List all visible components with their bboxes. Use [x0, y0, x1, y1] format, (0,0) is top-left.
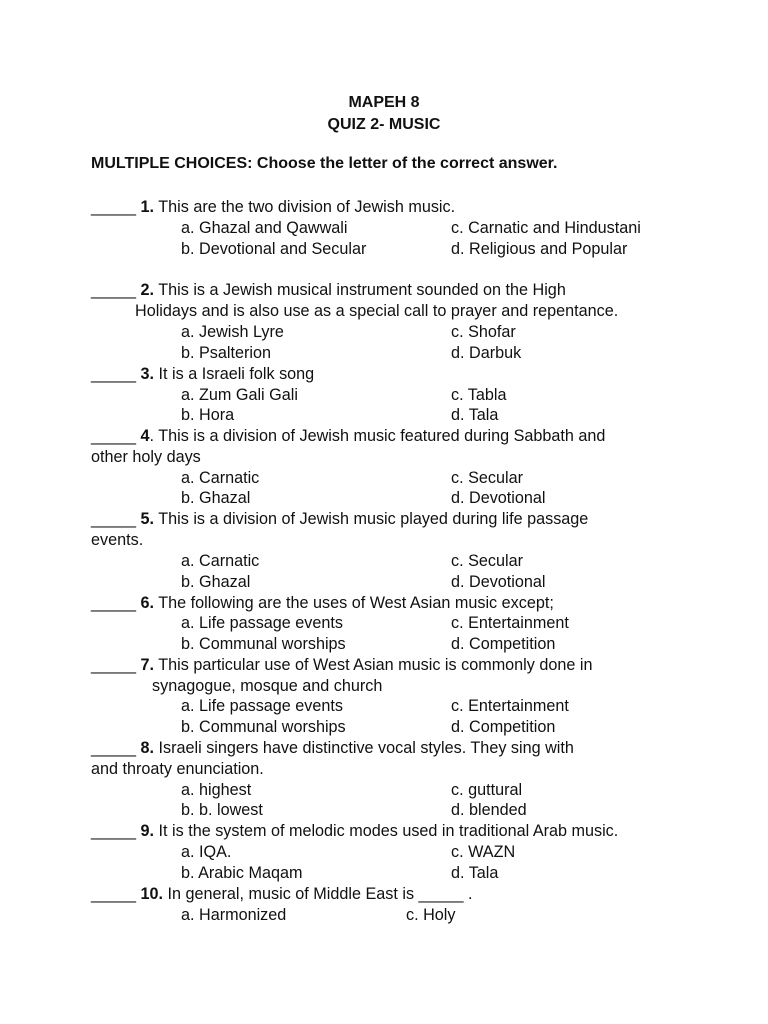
option-d: d. Devotional — [451, 489, 546, 507]
answer-blank: _____ — [91, 281, 137, 299]
option-a: a. Ghazal and Qawwali — [181, 219, 348, 237]
question-3 — [91, 364, 314, 384]
question-text: This is a division of Jewish music played during life passage — [154, 510, 589, 528]
option-c: c. Tabla — [451, 386, 507, 404]
option-a: a. Life passage events — [181, 614, 343, 632]
option-c: c. Shofar — [451, 323, 516, 341]
question-text: This is a Jewish musical instrument sounded on the High — [154, 281, 566, 299]
question-text: This are the two division of Jewish music. — [154, 198, 456, 216]
option-c: c. Carnatic and Hindustani — [451, 219, 641, 237]
option-b: b. Devotional and Secular — [181, 240, 367, 258]
answer-blank: _____ — [91, 822, 137, 840]
question-text: . This is a division of Jewish music featured during Sabbath and — [149, 427, 606, 445]
option-a: a. Jewish Lyre — [181, 323, 284, 341]
question-8 — [91, 738, 574, 758]
question-5 — [91, 509, 588, 529]
subject-title: MAPEH 8 — [348, 94, 420, 111]
answer-blank: _____ — [91, 198, 137, 216]
option-c: c. Secular — [451, 552, 523, 570]
option-b: b. Psalterion — [181, 344, 271, 362]
question-text: The following are the uses of West Asian music except; — [154, 594, 554, 612]
question-text-cont: and throaty enunciation. — [91, 760, 264, 778]
option-d: d. Competition — [451, 718, 556, 736]
option-d: d. Tala — [451, 406, 499, 424]
option-d: d. Darbuk — [451, 344, 522, 362]
question-text: This particular use of West Asian music is commonly done in — [154, 656, 593, 674]
option-a: a. Zum Gali Gali — [181, 386, 298, 404]
option-c: c. WAZN — [451, 843, 516, 861]
question-text: In general, music of Middle East is _____ . — [163, 885, 473, 903]
option-a: a. Life passage events — [181, 697, 343, 715]
option-d: d. blended — [451, 801, 527, 819]
question-text-cont: events. — [91, 531, 144, 549]
answer-blank: _____ — [91, 885, 137, 903]
question-text-cont: synagogue, mosque and church — [152, 677, 383, 695]
option-a: a. IQA. — [181, 843, 232, 861]
question-text-cont: Holidays and is also use as a special call to prayer and repentance. — [135, 302, 619, 320]
option-b: b. Arabic Maqam — [181, 864, 303, 882]
question-number: 4 — [140, 427, 150, 445]
question-number: 8. — [140, 739, 155, 757]
option-b: b. Communal worships — [181, 635, 346, 653]
option-b: b. Ghazal — [181, 489, 251, 507]
answer-blank: _____ — [91, 510, 137, 528]
option-c: c. guttural — [451, 781, 523, 799]
question-1 — [91, 197, 455, 217]
option-a: a. highest — [181, 781, 252, 799]
question-9 — [91, 821, 618, 841]
instructions: MULTIPLE CHOICES: Choose the letter of the correct answer. — [91, 155, 558, 172]
question-text: It is the system of melodic modes used in traditional Arab music. — [154, 822, 619, 840]
answer-blank: _____ — [91, 739, 137, 757]
option-a: a. Carnatic — [181, 469, 260, 487]
question-number: 2. — [140, 281, 155, 299]
question-10 — [91, 884, 473, 904]
question-text: It is a Israeli folk song — [154, 365, 315, 383]
question-number: 5. — [140, 510, 155, 528]
question-number: 3. — [140, 365, 155, 383]
option-d: d. Religious and Popular — [451, 240, 628, 258]
question-7 — [91, 655, 592, 675]
option-d: d. Devotional — [451, 573, 546, 591]
question-2 — [91, 280, 566, 300]
option-a: a. Carnatic — [181, 552, 260, 570]
question-text-cont: other holy days — [91, 448, 201, 466]
option-b: b. Communal worships — [181, 718, 346, 736]
option-c: c. Entertainment — [451, 697, 569, 715]
quiz-title: QUIZ 2- MUSIC — [327, 116, 441, 133]
question-number: 1. — [140, 198, 155, 216]
answer-blank: _____ — [91, 656, 137, 674]
question-6 — [91, 593, 554, 613]
question-number: 9. — [140, 822, 155, 840]
option-d: d. Competition — [451, 635, 556, 653]
question-number: 10. — [140, 885, 164, 903]
option-b: b. b. lowest — [181, 801, 263, 819]
option-b: b. Hora — [181, 406, 235, 424]
question-number: 7. — [140, 656, 155, 674]
option-b: b. Ghazal — [181, 573, 251, 591]
option-c: c. Entertainment — [451, 614, 569, 632]
question-4 — [91, 426, 605, 446]
answer-blank: _____ — [91, 427, 137, 445]
answer-blank: _____ — [91, 365, 137, 383]
question-text: Israeli singers have distinctive vocal styles. They sing with — [154, 739, 574, 757]
option-d: d. Tala — [451, 864, 499, 882]
answer-blank: _____ — [91, 594, 137, 612]
option-a: a. Harmonized — [181, 906, 287, 924]
question-number: 6. — [140, 594, 155, 612]
option-c: c. Holy — [406, 906, 456, 924]
option-c: c. Secular — [451, 469, 523, 487]
